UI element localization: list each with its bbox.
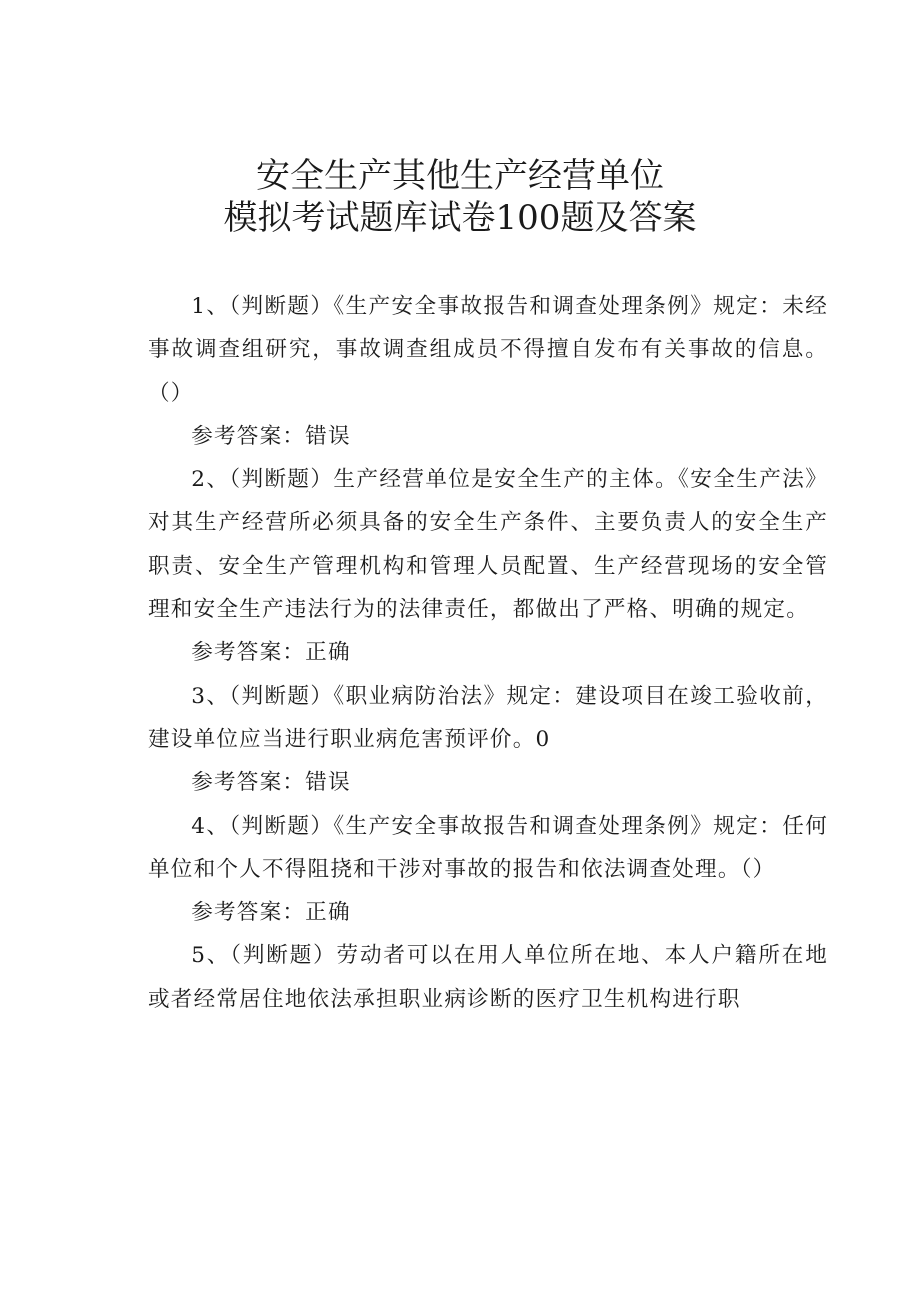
answer-3: 参考答案：错误 xyxy=(191,770,351,796)
document-title-line1: 安全生产其他生产经营单位 xyxy=(256,156,664,196)
answer-2: 参考答案：正确 xyxy=(191,640,351,666)
question-3: 3、（判断题）《职业病防治法》规定：建设项目在竣工验收前，建设单位应当进行职业病危害预评价。0 xyxy=(148,683,828,752)
answer-4: 参考答案：正确 xyxy=(191,900,351,926)
question-5: 5、（判断题）劳动者可以在用人单位所在地、本人户籍所在地或者经常居住地依法承担职业病诊断的医疗卫生机构进行职 xyxy=(148,943,828,1012)
question-1: 1、（判断题）《生产安全事故报告和调查处理条例》规定：未经事故调查组研究，事故调查组成员不得擅自发布有关事故的信息。（） xyxy=(148,294,828,406)
answer-1: 参考答案：错误 xyxy=(191,423,351,449)
question-4: 4、（判断题）《生产安全事故报告和调查处理条例》规定：任何单位和个人不得阻挠和干涉对事故的报告和依法调查处理。（） xyxy=(148,813,828,882)
question-list xyxy=(148,285,828,1021)
document-title-line2: 模拟考试题库试卷100题及答案 xyxy=(223,198,697,238)
question-2: 2、（判断题）生产经营单位是安全生产的主体。《安全生产法》对其生产经营所必须具备的安全生产条件、主要负责人的安全生产职责、安全生产管理机构和管理人员配置、生产经营现场的安全管理和安全生产违法行为的法律责任，都做出了严格、明确的规定。 xyxy=(148,467,828,623)
